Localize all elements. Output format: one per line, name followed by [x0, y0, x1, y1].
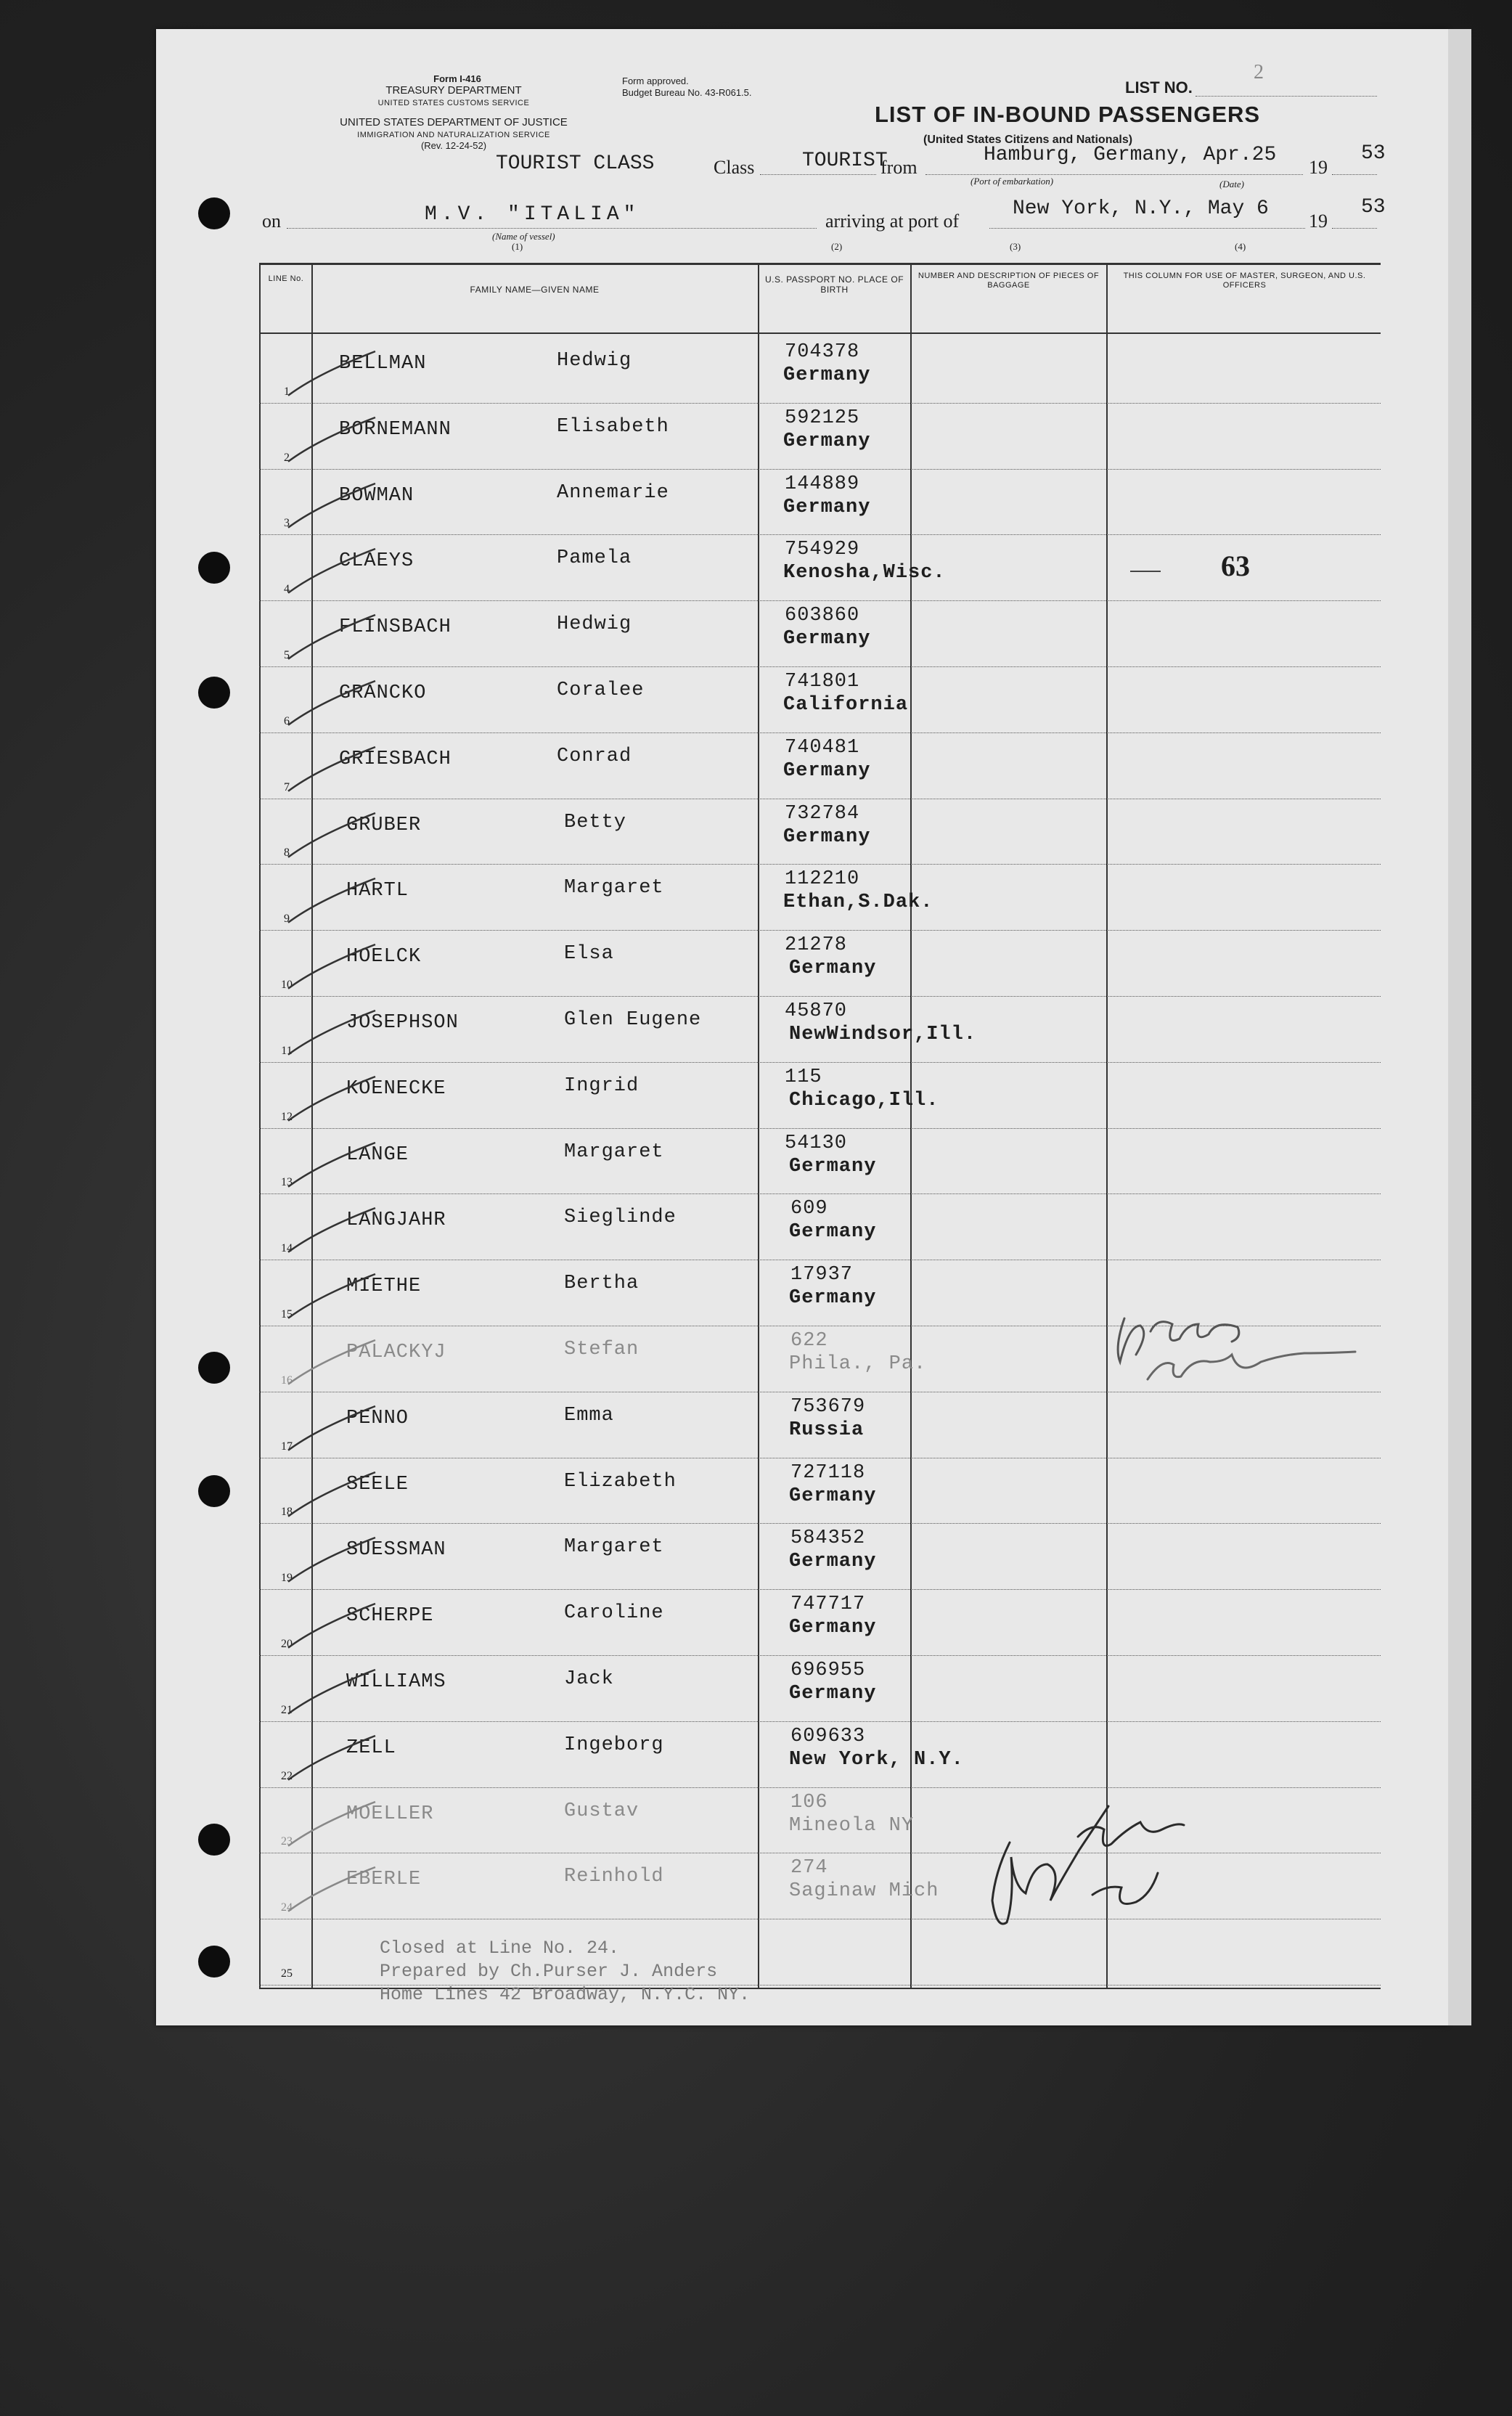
line-number: 4: [284, 583, 290, 596]
class-value: TOURIST: [802, 150, 888, 172]
family-name: BELLMAN: [339, 353, 427, 375]
given-name: Elizabeth: [564, 1470, 677, 1493]
passport-number: 732784: [785, 802, 860, 825]
given-name: Annemarie: [557, 481, 669, 504]
given-name: Sieglinde: [564, 1207, 677, 1229]
footer-closed: Closed at Line No. 24.: [380, 1938, 620, 1959]
table-row: [259, 864, 1381, 930]
table-row: [259, 1392, 1381, 1458]
table-row: [259, 1326, 1381, 1392]
year-label: 19: [1309, 157, 1328, 178]
footer-home-lines: Home Lines 42 Broadway, N.Y.C. NY.: [380, 1984, 751, 2005]
family-name: PALACKYJ: [346, 1342, 446, 1363]
place-of-birth: Mineola NY: [789, 1814, 915, 1837]
passport-number: 696955: [790, 1660, 866, 1681]
from-label: from: [880, 157, 918, 178]
col-num-4: (4): [1235, 241, 1246, 252]
line-number: 16: [281, 1374, 293, 1387]
family-name: PENNO: [346, 1407, 409, 1429]
family-name: HARTL: [346, 880, 409, 902]
punch-hole: [198, 1475, 230, 1507]
arrival-line: [989, 228, 1305, 229]
place-of-birth: Germany: [789, 958, 877, 980]
place-of-birth: Germany: [783, 628, 871, 650]
col-head-name: FAMILY NAME—GIVEN NAME: [470, 285, 600, 295]
place-of-birth: Germany: [789, 1617, 877, 1639]
check-mark: [288, 1523, 390, 1589]
justice-dept: UNITED STATES DEPARTMENT OF JUSTICE: [340, 116, 568, 128]
col-head-passport: U.S. PASSPORT NO. PLACE OF BIRTH: [764, 274, 904, 295]
place-of-birth: Germany: [789, 1551, 877, 1573]
passport-number: 115: [785, 1066, 822, 1088]
passport-number: 727118: [790, 1461, 866, 1484]
place-of-birth: Germany: [789, 1485, 877, 1507]
given-name: Elsa: [564, 943, 614, 966]
given-name: Coralee: [557, 680, 645, 701]
given-name: Margaret: [564, 1140, 664, 1163]
family-name: JOSEPHSON: [346, 1012, 459, 1034]
check-mark: [288, 337, 390, 403]
col-num-3: (3): [1010, 241, 1021, 252]
line-number: 13: [281, 1176, 293, 1189]
officer-dash: [1130, 571, 1161, 572]
check-mark: [288, 1062, 390, 1128]
passport-number: 21278: [785, 934, 848, 957]
check-mark: [288, 1589, 390, 1655]
family-name: WILLIAMS: [346, 1671, 446, 1693]
page-edge: [1448, 29, 1471, 2025]
family-name: GRIESBACH: [339, 748, 451, 770]
given-name: Glen Eugene: [564, 1009, 702, 1031]
check-mark: [288, 732, 390, 799]
date-caption: (Date): [1219, 179, 1244, 189]
line-number: 21: [281, 1703, 293, 1716]
class-typed: TOURIST CLASS: [496, 152, 655, 175]
line-number: 7: [284, 780, 290, 793]
table-row: [259, 1655, 1381, 1721]
check-mark: [288, 1787, 390, 1853]
passenger-table: [259, 263, 1381, 2005]
arriving-label: arriving at port of: [825, 211, 960, 232]
list-no-line: [1196, 96, 1377, 97]
table-row: [259, 996, 1381, 1062]
punch-hole: [198, 197, 230, 229]
check-mark: [288, 1260, 390, 1326]
check-mark: [288, 1128, 390, 1194]
family-name: ZELL: [346, 1736, 396, 1759]
line-number: 17: [281, 1440, 293, 1453]
budget-bureau: Budget Bureau No. 43-R061.5.: [622, 87, 752, 98]
family-name: CLAEYS: [339, 550, 414, 573]
place-of-birth: Germany: [783, 430, 871, 452]
check-mark: [288, 996, 390, 1062]
given-name: Bertha: [564, 1273, 639, 1295]
table-row: [259, 1260, 1381, 1326]
passport-number: 603860: [785, 605, 860, 627]
check-mark: [288, 469, 390, 535]
line-number: 18: [281, 1506, 293, 1519]
given-name: Ingeborg: [564, 1734, 664, 1756]
place-of-birth: Germany: [783, 759, 871, 782]
given-name: Margaret: [564, 1536, 664, 1559]
place-of-birth: Germany: [783, 496, 871, 518]
manifest-page: [156, 29, 1448, 2025]
family-name: GRUBER: [346, 814, 422, 836]
check-mark: [288, 864, 390, 930]
given-name: Reinhold: [564, 1866, 664, 1888]
family-name: LANGE: [346, 1143, 409, 1166]
col-num-1: (1): [512, 241, 523, 252]
list-no-label: LIST NO.: [1125, 78, 1193, 97]
embark-line: [925, 174, 1303, 175]
port-caption: (Port of embarkation): [970, 176, 1054, 187]
place-of-birth: Kenosha,Wisc.: [783, 562, 946, 584]
year-line: [1332, 174, 1377, 175]
given-name: Caroline: [564, 1602, 664, 1625]
table-row: [259, 799, 1381, 865]
table-row: [259, 469, 1381, 535]
check-mark: [288, 1721, 390, 1787]
line-number: 3: [284, 517, 290, 530]
arrival-year: 53: [1361, 196, 1386, 219]
table-row: [259, 732, 1381, 799]
place-of-birth: Chicago,Ill.: [789, 1089, 939, 1111]
family-name: FLINSBACH: [339, 616, 451, 639]
table-row: [259, 403, 1381, 469]
passport-number: 754929: [785, 539, 860, 561]
line-number: 25: [281, 1967, 293, 1980]
header-rule: [259, 332, 1381, 334]
check-mark: [288, 403, 390, 469]
check-mark: [288, 1392, 390, 1458]
place-of-birth: Germany: [789, 1287, 877, 1310]
family-name: SUESSMAN: [346, 1539, 446, 1562]
given-name: Elisabeth: [557, 415, 669, 438]
line-number: 20: [281, 1637, 293, 1650]
given-name: Emma: [564, 1404, 614, 1427]
check-mark: [288, 1655, 390, 1721]
given-name: Ingrid: [564, 1074, 639, 1097]
check-mark: [288, 1458, 390, 1524]
check-mark: [288, 534, 390, 600]
given-name: Margaret: [564, 877, 664, 899]
table-row: [259, 1787, 1381, 1853]
table-row: [259, 1721, 1381, 1787]
footer-prepared: Prepared by Ch.Purser J. Anders: [380, 1961, 718, 1982]
given-name: Gustav: [564, 1800, 639, 1822]
vessel-line: [287, 228, 817, 229]
table-row: [259, 1062, 1381, 1128]
punch-hole: [198, 1824, 230, 1856]
given-name: Conrad: [557, 745, 632, 767]
passport-number: 741801: [785, 671, 860, 693]
revision-date: (Rev. 12-24-52): [420, 140, 487, 151]
check-mark: [288, 1326, 390, 1392]
passport-number: 592125: [785, 407, 860, 429]
passport-number: 17937: [790, 1264, 854, 1286]
line-number: 23: [281, 1835, 293, 1848]
line-number: 11: [281, 1044, 293, 1057]
place-of-birth: Germany: [789, 1683, 877, 1705]
line-number: 8: [284, 846, 290, 860]
check-mark: [288, 600, 390, 666]
form-approved: Form approved.: [622, 76, 689, 86]
table-row: [259, 1853, 1381, 1919]
table-row: [259, 1589, 1381, 1655]
check-mark: [288, 799, 390, 865]
table-row: [259, 1128, 1381, 1194]
family-name: GRANCKO: [339, 682, 427, 704]
table-top-rule: [259, 263, 1381, 265]
check-mark: [288, 1853, 390, 1919]
passport-number: 584352: [790, 1527, 866, 1550]
passport-number: 112210: [785, 868, 860, 891]
punch-hole: [198, 677, 230, 709]
place-of-birth: California: [783, 694, 909, 716]
table-row: [259, 1193, 1381, 1260]
line-number: 2: [284, 451, 290, 464]
family-name: MOELLER: [346, 1803, 434, 1825]
check-mark: [288, 666, 390, 732]
family-name: HOELCK: [346, 946, 422, 968]
passport-number: 45870: [785, 1000, 848, 1022]
family-name: LANGJAHR: [346, 1209, 446, 1232]
place-of-birth: Germany: [783, 364, 871, 386]
treasury-dept: TREASURY DEPARTMENT: [385, 84, 522, 97]
passport-number: 144889: [785, 473, 860, 495]
table-row: [259, 930, 1381, 996]
passport-number: 609633: [790, 1725, 866, 1747]
line-number: 5: [284, 648, 290, 661]
page-subtitle: (United States Citizens and Nationals): [923, 134, 1133, 146]
passport-number: 704378: [785, 341, 860, 363]
customs-service: UNITED STATES CUSTOMS SERVICE: [377, 99, 530, 107]
line-number: 24: [281, 1901, 293, 1914]
passport-number: 106: [790, 1791, 828, 1813]
given-name: Hedwig: [557, 350, 632, 372]
given-name: Stefan: [564, 1339, 639, 1360]
officer-mark: 63: [1221, 550, 1250, 582]
family-name: SCHERPE: [346, 1605, 434, 1628]
family-name: EBERLE: [346, 1869, 422, 1891]
given-name: Pamela: [557, 547, 632, 570]
place-of-birth: Germany: [783, 825, 871, 848]
line-number: 19: [281, 1572, 293, 1585]
family-name: MIETHE: [346, 1276, 422, 1298]
place-of-birth: Ethan,S.Dak.: [783, 891, 933, 914]
arrival-value: New York, N.Y., May 6: [1013, 197, 1269, 220]
line-number: 14: [281, 1242, 293, 1255]
place-of-birth: Russia: [789, 1419, 865, 1441]
arrival-year-label: 19: [1309, 211, 1328, 232]
line-number: 15: [281, 1307, 293, 1321]
passport-number: 622: [790, 1330, 828, 1352]
table-row: [259, 337, 1381, 403]
col-head-baggage: NUMBER AND DESCRIPTION OF PIECES OF BAGGAGE: [918, 272, 1100, 290]
passport-number: 740481: [785, 736, 860, 759]
table-row: [259, 1523, 1381, 1589]
place-of-birth: New York, N.Y.: [789, 1748, 964, 1771]
place-of-birth: Saginaw Mich: [789, 1880, 939, 1903]
embark-year: 53: [1361, 142, 1386, 165]
passport-number: 54130: [785, 1132, 848, 1154]
given-name: Betty: [564, 811, 627, 833]
page-title: LIST OF IN-BOUND PASSENGERS: [875, 102, 1261, 127]
table-row: [259, 600, 1381, 666]
line-number: 12: [281, 1110, 293, 1123]
ins-service: IMMIGRATION AND NATURALIZATION SERVICE: [357, 131, 550, 139]
line-number: 22: [281, 1769, 293, 1782]
passport-number: 274: [790, 1857, 828, 1880]
table-row: [259, 534, 1381, 600]
vessel-value: M.V. "ITALIA": [425, 203, 640, 226]
place-of-birth: Germany: [789, 1155, 877, 1178]
punch-hole: [198, 552, 230, 584]
class-label: Class: [714, 157, 755, 178]
family-name: KOENECKE: [346, 1077, 446, 1100]
vessel-caption: (Name of vessel): [492, 231, 555, 242]
family-name: BOWMAN: [339, 484, 414, 507]
check-mark: [288, 1193, 390, 1260]
table-row: [259, 1458, 1381, 1524]
line-number: 1: [284, 385, 290, 398]
passport-number: 609: [790, 1198, 828, 1220]
col-num-2: (2): [831, 241, 843, 252]
line-number: 10: [281, 978, 293, 991]
family-name: BORNEMANN: [339, 418, 451, 441]
punch-hole: [198, 1352, 230, 1384]
class-line: [760, 174, 876, 175]
check-mark: [288, 930, 390, 996]
arrival-year-line: [1332, 228, 1377, 229]
passport-number: 753679: [790, 1395, 866, 1418]
list-no-value: 2: [1254, 61, 1264, 83]
embark-value: Hamburg, Germany, Apr.25: [984, 144, 1277, 166]
col-head-line: LINE No.: [268, 274, 304, 283]
given-name: Jack: [564, 1668, 614, 1690]
passport-number: 747717: [790, 1593, 866, 1616]
given-name: Hedwig: [557, 613, 632, 636]
place-of-birth: Germany: [789, 1221, 877, 1244]
table-row: [259, 666, 1381, 732]
line-number: 6: [284, 714, 290, 727]
line-number: 9: [284, 913, 290, 926]
form-number: Form I-416: [433, 73, 481, 84]
family-name: SEELE: [346, 1473, 409, 1495]
on-label: on: [262, 211, 281, 232]
col-head-officers: THIS COLUMN FOR USE OF MASTER, SURGEON, AND U.S. OFFICERS: [1123, 272, 1366, 290]
place-of-birth: NewWindsor,Ill.: [789, 1024, 977, 1045]
punch-hole: [198, 1946, 230, 1978]
place-of-birth: Phila., Pa.: [789, 1353, 927, 1375]
